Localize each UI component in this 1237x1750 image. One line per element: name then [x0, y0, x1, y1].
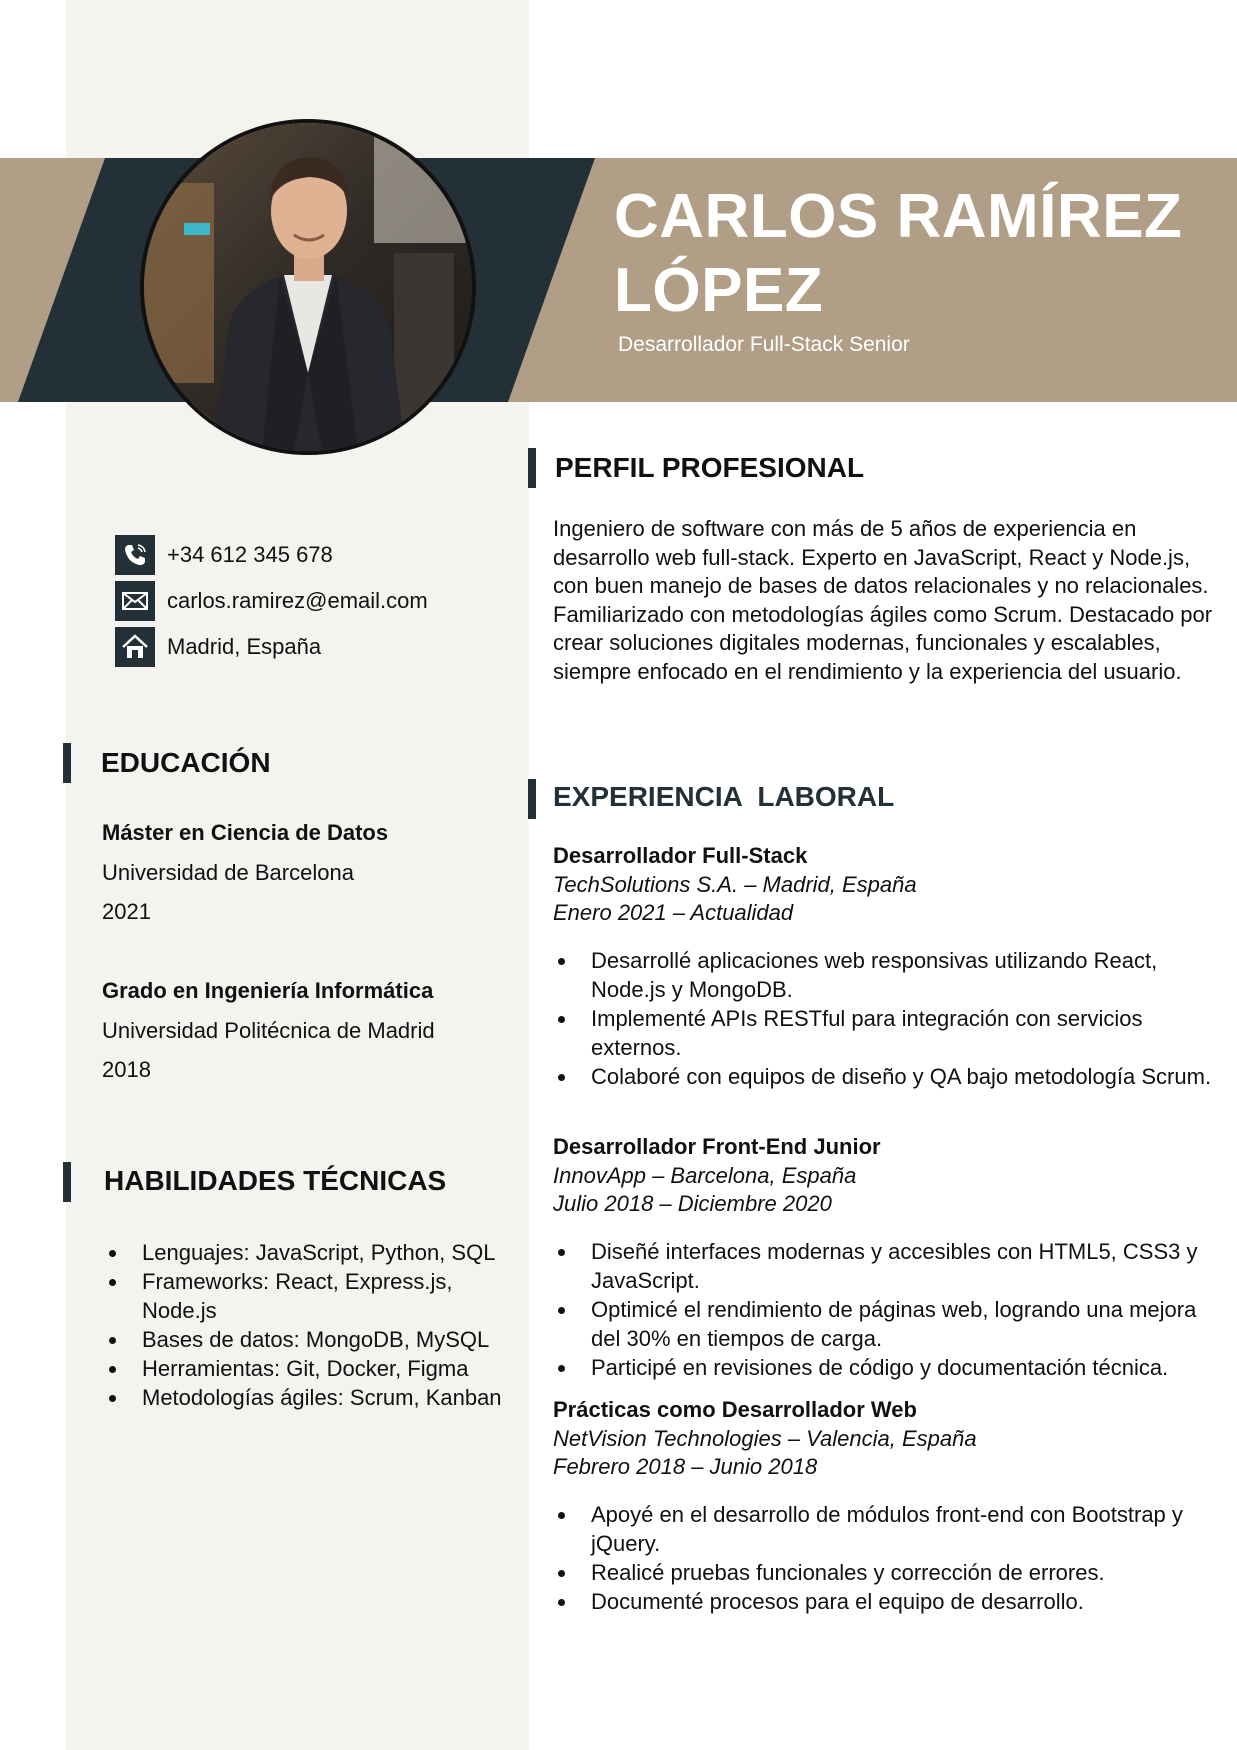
job-bullet: Optimicé el rendimiento de páginas web, logrando una mejora del 30% en tiempos de carga. [553, 1295, 1228, 1353]
job-company: TechSolutions S.A. – Madrid, España [553, 871, 917, 897]
contact-email [115, 581, 428, 621]
job-bullet: Documenté procesos para el equipo de desarrollo. [553, 1587, 1228, 1616]
skills-heading: HABILIDADES TÉCNICAS [104, 1165, 447, 1196]
job-company: NetVision Technologies – Valencia, España [553, 1425, 977, 1451]
job-bullet: Realicé pruebas funcionales y corrección de errores. [553, 1558, 1228, 1587]
profile-heading: PERFIL PROFESIONAL [555, 452, 865, 483]
full-name [614, 180, 1182, 328]
skill-item: Bases de datos: MongoDB, MySQL [104, 1325, 514, 1354]
job-bullet: Implementé APIs RESTful para integración con servicios externos. [553, 1004, 1228, 1062]
job-bullets [553, 946, 1228, 1091]
job-entry [553, 842, 1223, 928]
education-institution: Universidad de Barcelona [102, 860, 354, 885]
education-year: 2021 [102, 899, 151, 924]
job-bullets [553, 1237, 1228, 1382]
job-bullets [553, 1500, 1228, 1616]
home-icon [115, 627, 155, 667]
skill-item: Metodologías ágiles: Scrum, Kanban [104, 1383, 514, 1412]
experience-heading: EXPERIENCIA LABORAL [553, 781, 895, 812]
education-heading: EDUCACIÓN [101, 747, 271, 778]
contact-location [115, 627, 321, 667]
job-bullet: Apoyé en el desarrollo de módulos front-end con Bootstrap y jQuery. [553, 1500, 1228, 1558]
job-dates: Febrero 2018 – Junio 2018 [553, 1454, 818, 1479]
phone-text: +34 612 345 678 [167, 542, 333, 567]
job-title: Prácticas como Desarrollador Web [553, 1397, 917, 1422]
name-line-1: CARLOS RAMÍREZ [614, 182, 1183, 251]
name-line-2: LÓPEZ [614, 256, 824, 325]
job-entry [553, 1396, 1223, 1482]
job-title: Desarrollador Front-End Junior [553, 1134, 881, 1159]
profile-heading-bar [528, 448, 536, 488]
skill-item: Herramientas: Git, Docker, Figma [104, 1354, 514, 1383]
job-dates: Julio 2018 – Diciembre 2020 [553, 1191, 832, 1216]
profile-summary: Ingeniero de software con más de 5 años de experiencia en desarrollo web full-stack. Experto en JavaScript, React y Node.js, con buen manejo de bases de datos relacionales y no relacionales. Familiarizado con metodologías ágiles como Scrum. Destacado por crear soluciones digitales modernas, funcionales y escalables, siempre enfocado en el rendimiento y la experiencia del usuario. [553, 516, 1213, 684]
envelope-icon [115, 581, 155, 621]
profile-photo [140, 119, 476, 455]
job-bullet: Desarrollé aplicaciones web responsivas utilizando React, Node.js y MongoDB. [553, 946, 1228, 1004]
job-bullet: Diseñé interfaces modernas y accesibles con HTML5, CSS3 y JavaScript. [553, 1237, 1228, 1295]
education-institution: Universidad Politécnica de Madrid [102, 1018, 435, 1043]
job-subtitle: Desarrollador Full-Stack Senior [618, 333, 910, 356]
job-title: Desarrollador Full-Stack [553, 843, 808, 868]
education-year: 2018 [102, 1057, 151, 1082]
job-bullet: Colaboré con equipos de diseño y QA bajo metodología Scrum. [553, 1062, 1228, 1091]
contact-phone [115, 535, 333, 575]
email-text: carlos.ramirez@email.com [167, 588, 428, 613]
education-degree: Máster en Ciencia de Datos [102, 820, 389, 845]
skill-item: Lenguajes: JavaScript, Python, SQL [104, 1238, 514, 1267]
education-degree: Grado en Ingeniería Informática [102, 978, 434, 1003]
location-text: Madrid, España [167, 634, 322, 659]
phone-icon [115, 535, 155, 575]
skill-item: Frameworks: React, Express.js, Node.js [104, 1267, 514, 1325]
education-heading-bar [63, 743, 71, 783]
skills-heading-bar [63, 1162, 71, 1202]
job-company: InnovApp – Barcelona, España [553, 1162, 857, 1188]
experience-heading-bar [528, 779, 536, 819]
job-entry [553, 1133, 1223, 1219]
job-bullet: Participé en revisiones de código y documentación técnica. [553, 1353, 1228, 1382]
skills-list [104, 1238, 514, 1412]
job-dates: Enero 2021 – Actualidad [553, 900, 794, 925]
